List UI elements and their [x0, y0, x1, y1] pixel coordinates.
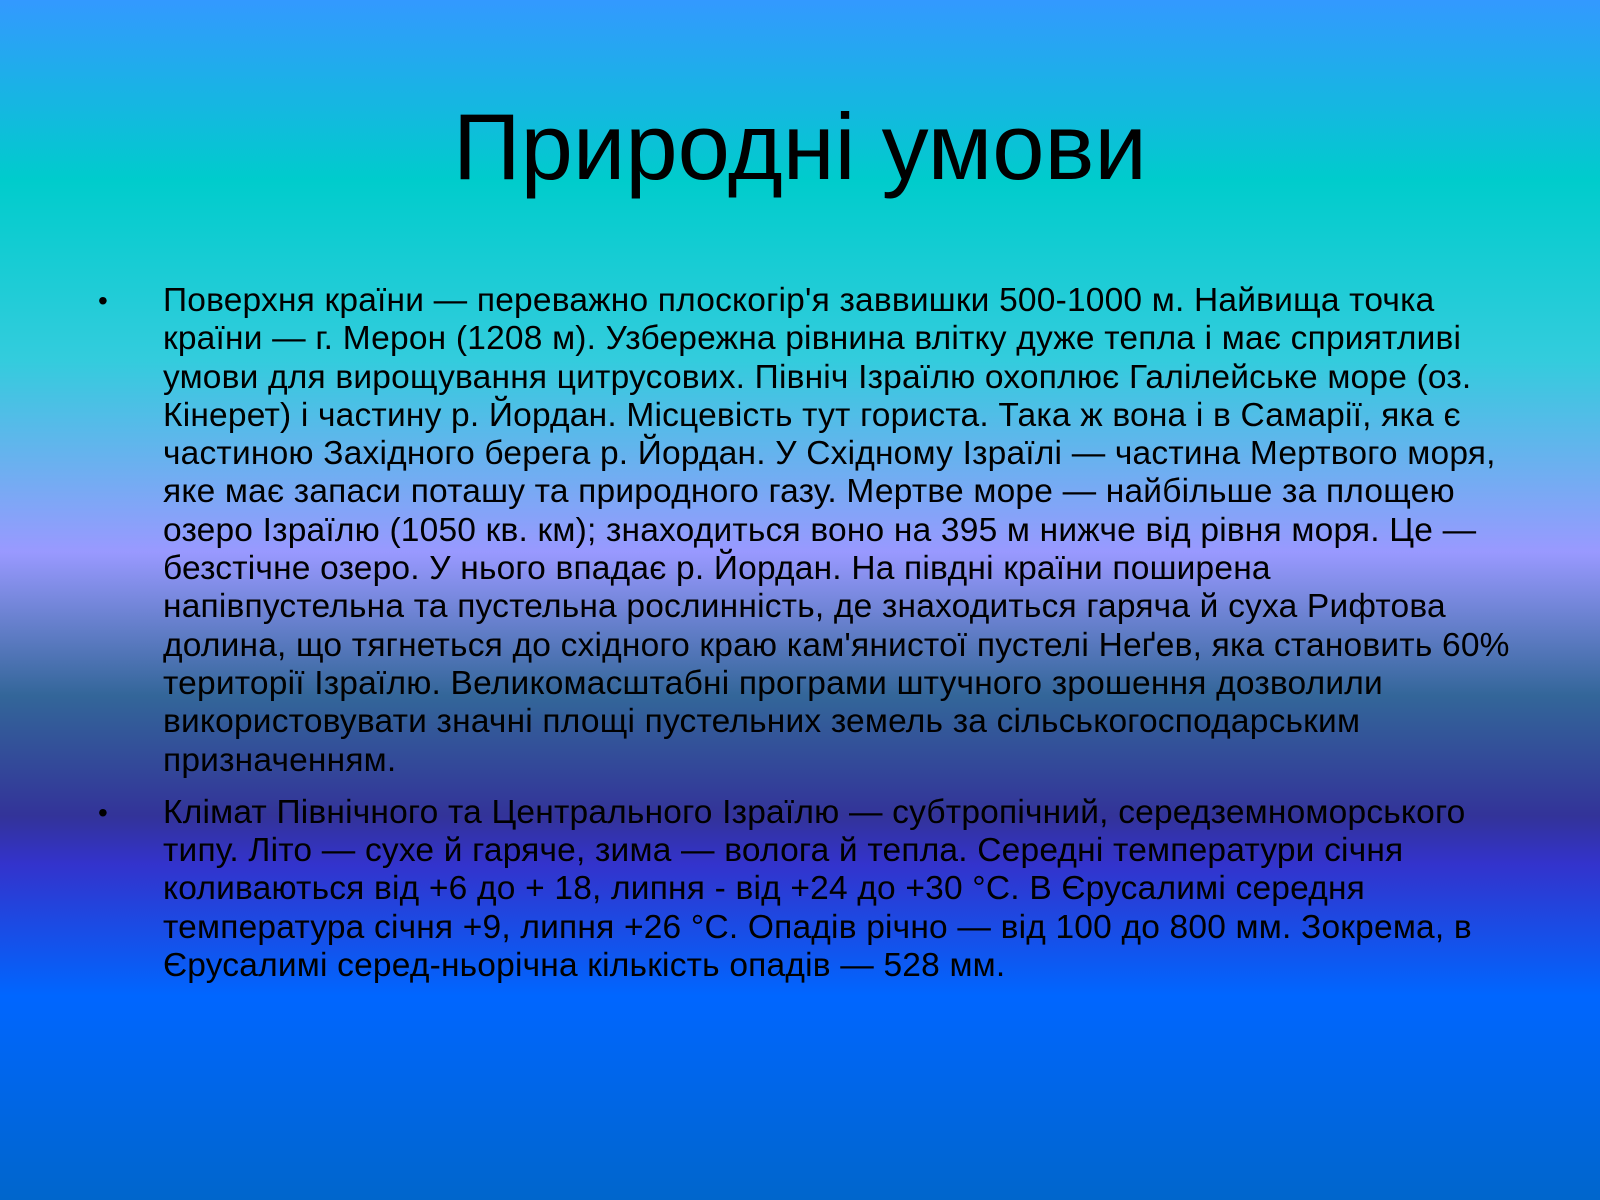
slide-title: Природні умови	[453, 94, 1147, 199]
bullet-marker: •	[98, 796, 108, 828]
bullet-marker: •	[98, 285, 108, 316]
bullet-item	[92, 282, 1512, 780]
bullet-text: Клімат Північного та Центрального Ізраїлю — субтропічний, середземноморського типу. Літо — сухе й гаряче, зима — волога й тепла. Середні температури січня коливаються від +6 до + 18, липня - від +24 до +30 °С. В Єрусалимі середня температура січня +9, липня +26 °С. Опадів річно — від 100 до 800 мм. Зокрема, в Єрусалимі серед-ньорічна кількість опадів — 528 мм.	[163, 793, 1472, 985]
bullet-list	[92, 282, 1512, 999]
bullet-item	[92, 794, 1512, 985]
bullet-text: Поверхня країни — переважно плоскогір'я заввишки 500-1000 м. Найвища точка країни — г. Мерон (1208 м). Узбережна рівнина влітку дуже тепла і має сприятливі умови для вирощування цитрусових. Північ Ізраїлю охоплює Галілейське море (оз. Кінерет) і частину р. Йордан. Місцевість тут гориста. Така ж вона і в Самарії, яка є частиною Західного берега р. Йордан. У Східному Ізраїлі — частина Мертвого моря, яке має запаси поташу та природного газу. Мертве море — найбільше за площею озеро Ізраїлю (1050 кв. км); знаходиться воно на 395 м нижче від рівня моря. Це — безстічне озеро. У нього впадає р. Йордан. На півдні країни поширена напівпустельна та пустельна рослинність, де знаходиться гаряча й суха Рифтова долина, що тягнеться до східного краю кам'янистої пустелі Неґев, яка становить 60% території Ізраїлю. Великомасштабні програми штучного зрошення дозволили використовувати значні площі пустельних земель за сільськогосподарським призначенням.	[163, 282, 1510, 779]
